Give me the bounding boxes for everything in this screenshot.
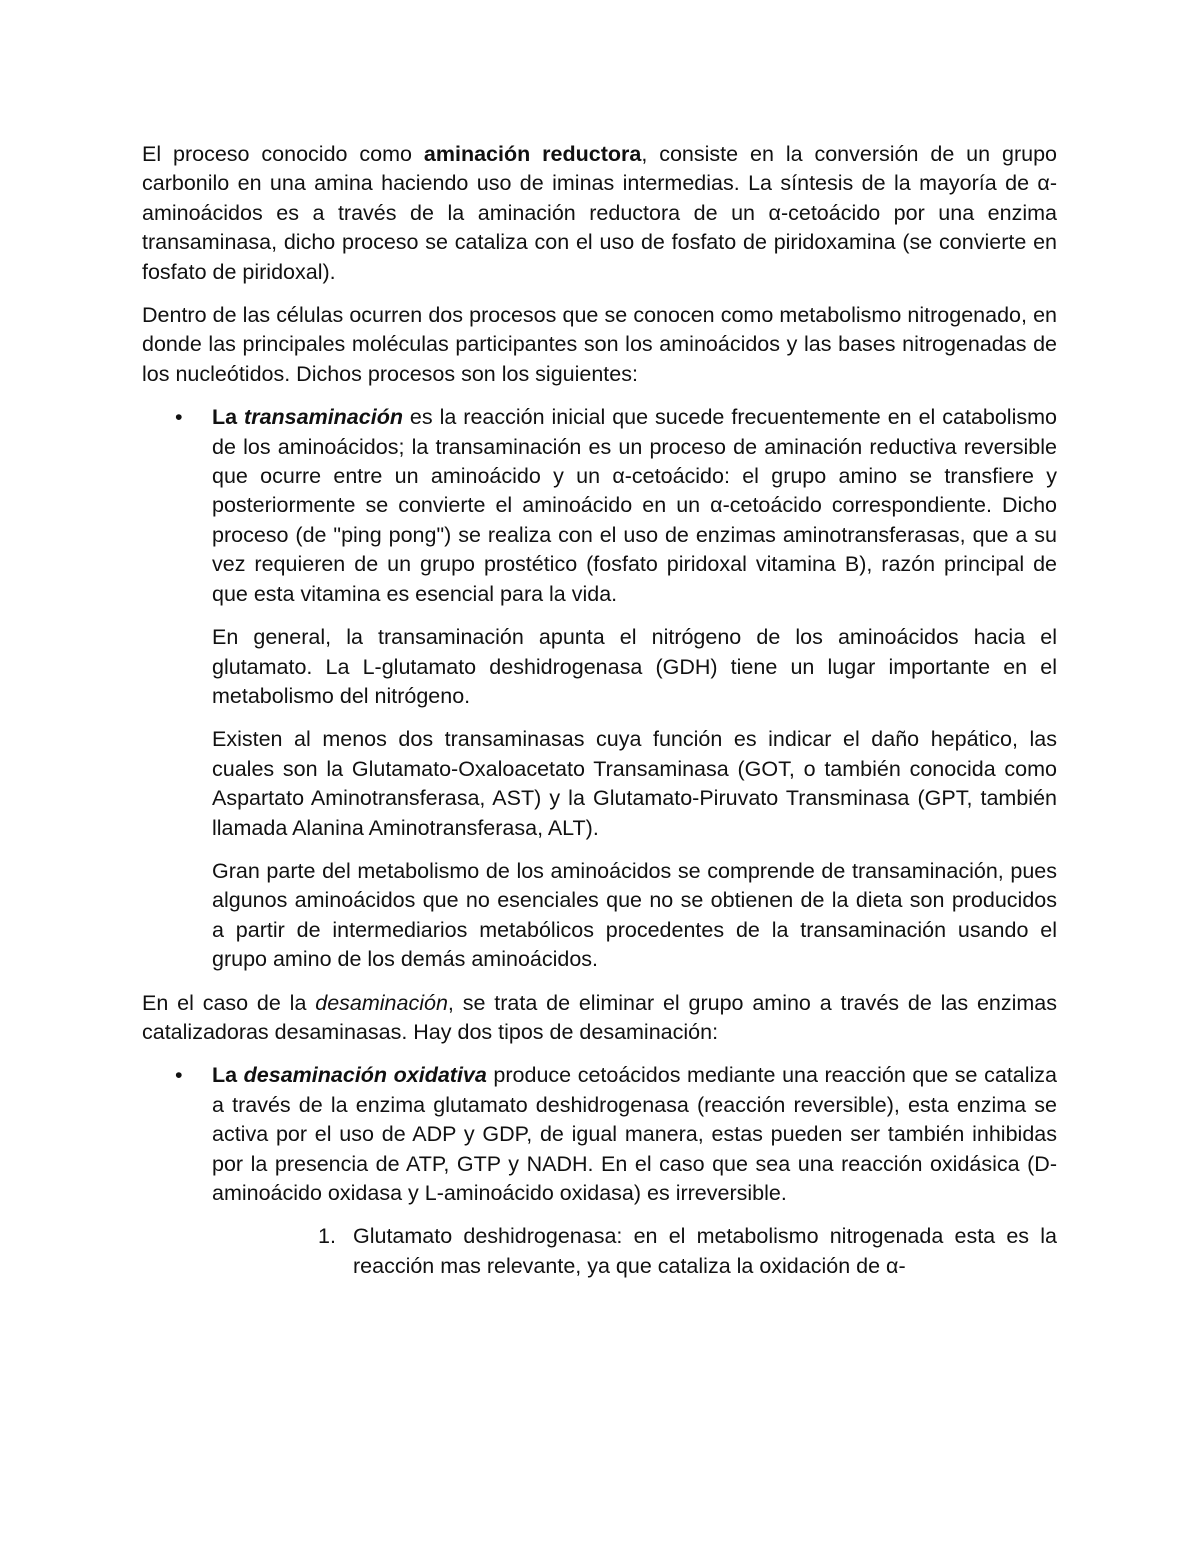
bullet-icon: • bbox=[175, 1063, 183, 1088]
paragraph-nitrogen-metabolism: Dentro de las células ocurren dos procesos que se conocen como metabolismo nitrogenado, en donde las principales moléculas participantes son los aminoácidos y las bases nitrogenadas de los nucleótidos. Dichos procesos son los siguientes: bbox=[142, 303, 1057, 386]
paragraph-transaminases-liver: Existen al menos dos transaminasas cuya función es indicar el daño hepático, las cuales son la Glutamato-Oxaloacetato Transaminasa (GOT, o también conocida como Aspartato Aminotransferasa, AST) y la Glutamato-Piruvato Transminasa (GPT, también llamada Alanina Aminotransferasa, ALT). bbox=[212, 727, 1057, 840]
paragraph-deamination-intro: En el caso de la desaminación, se trata de eliminar el grupo amino a través de las enzimas catalizadoras desaminasas. Hay dos tipos de desaminación: bbox=[142, 990, 1058, 1044]
term-transamination: transaminación bbox=[244, 405, 403, 430]
paragraph-reductive-amination: El proceso conocido como aminación reductora, consiste en la conversión de un grupo carbonilo en una amina haciendo uso de iminas intermedias. La síntesis de la mayoría de α-aminoácidos es a través de la aminación reductora de un α-cetoácido por una enzima transaminasa, dicho proceso se cataliza con el uso de fosfato de piridoxamina (se convierte en fosfato de piridoxal). bbox=[142, 142, 1057, 284]
term-reductive-amination: aminación reductora bbox=[423, 142, 642, 166]
paragraph-transamination-definition: La transaminación es la reacción inicial que sucede frecuentemente en el catabolismo de los aminoácidos; la transaminación es un proceso de aminación reductiva reversible que ocurre entre un aminoácido y un α-cetoácido: el grupo amino se transfiere y posteriormente se convierte el aminoácido en un α-cetoácido correspondiente. Dicho proceso (de "ping pong") se realiza con el uso de enzimas aminotransferasas, que a su vez requieren de un grupo prostético (fosfato piridoxal vitamina B), razón principal de que esta vitamina es esencial para la vida. bbox=[212, 405, 1057, 606]
paragraph-transamination-glutamate: En general, la transaminación apunta el nitrógeno de los aminoácidos hacia el glutamato. La L-glutamato deshidrogenasa (GDH) tiene un lugar importante en el metabolismo del nitrógeno. bbox=[212, 625, 1057, 708]
numbered-list bbox=[142, 1222, 1057, 1281]
transamination-list bbox=[142, 403, 1057, 974]
deamination-list bbox=[142, 1061, 1057, 1208]
bullet-icon: • bbox=[175, 405, 183, 430]
document-body bbox=[142, 140, 1057, 1295]
paragraph-oxidative-deamination: La desaminación oxidativa produce cetoácidos mediante una reacción que se cataliza a través de la enzima glutamato deshidrogenasa (reacción reversible), esta enzima se activa por el uso de ADP y GDP, de igual manera, estas pueden ser también inhibidas por la presencia de ATP, GTP y NADH. En el caso que sea una reacción oxidásica (D-aminoácido oxidasa y L-aminoácido oxidasa) es irreversible. bbox=[212, 1063, 1057, 1205]
list-item-transamination bbox=[142, 403, 1057, 974]
paragraph-glutamate-dehydrogenase: Glutamato deshidrogenasa: en el metabolismo nitrogenada esta es la reacción mas relevante, ya que cataliza la oxidación de α- bbox=[353, 1224, 1057, 1278]
list-number: 1. bbox=[318, 1224, 336, 1249]
list-item-glutamate-dehydrogenase bbox=[142, 1222, 1057, 1281]
term-deamination: desaminación bbox=[315, 990, 448, 1015]
paragraph-transamination-metabolism: Gran parte del metabolismo de los aminoácidos se comprende de transaminación, pues algunos aminoácidos que no esenciales que no se obtienen de la dieta son producidos a partir de intermediarios metabólicos procedentes de la transaminación usando el grupo amino de los demás aminoácidos. bbox=[212, 858, 1057, 972]
term-oxidative-deamination: desaminación oxidativa bbox=[243, 1063, 487, 1088]
list-item-oxidative-deamination bbox=[142, 1061, 1057, 1208]
